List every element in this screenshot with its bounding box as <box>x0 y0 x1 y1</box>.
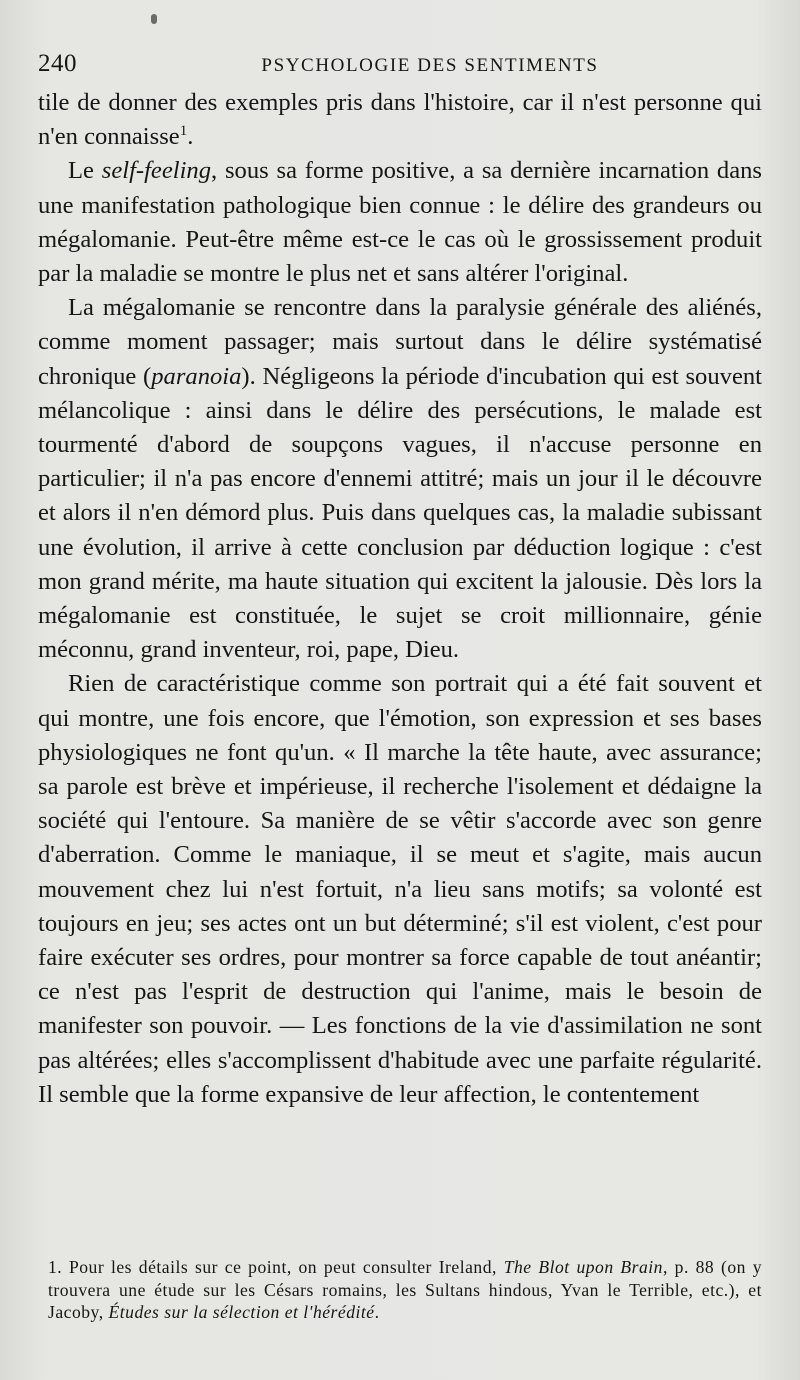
running-head: PSYCHOLOGIE DES SENTIMENTS <box>261 55 599 76</box>
footnote-text-b: , p. 88 (on y trouvera une étude sur les Césars romains, les Sultans hindous, Yvan le Terrible, etc.), et Jacoby, <box>48 1257 763 1322</box>
ink-speck <box>151 14 157 24</box>
footnote-area <box>48 1256 762 1324</box>
italic-term-paranoia: paranoia <box>151 362 242 390</box>
footnote-1 <box>48 1256 762 1324</box>
footnote-title-blot-upon-brain: The Blot upon Brain <box>503 1257 663 1277</box>
paragraph-2-text: , sous sa forme positive, a sa dernière incarnation dans une manifestation pathologique bien connue : le délire des grandeurs ou mégalomanie. Peut-être même est-ce le cas où le grossissement produit par la maladie se montre le plus net et sans altérer l'original. <box>38 157 762 288</box>
paragraph-3-lead: La mégalomanie se rencontre dans la paralysie générale des aliénés, comme moment passager; mais surtout dans le délire systématisé chronique ( <box>38 294 762 390</box>
footnote-text-a: Pour les détails sur ce point, on peut consulter Ireland, <box>62 1257 504 1277</box>
paragraph-2 <box>38 154 762 291</box>
paragraph-4-text: Rien de caractéristique comme son portrait qui a été fait souvent et qui montre, une fois encore, que l'émotion, son expression et ses bases physiologiques ne font qu'un. « Il marche la tête haute, avec assurance; sa parole est brève et impérieuse, il recherche l'isolement et dédaigne la société qui l'entoure. Sa manière de se vêtir s'accorde avec son genre d'aberration. Comme le maniaque, il se meut et s'agite, mais aucun mouvement chez lui n'est fortuit, n'a lieu sans motifs; sa volonté est toujours en jeu; ses actes ont un but déterminé; s'il est violent, c'est pour faire exécuter ses ordres, pour montrer sa force capable de tout anéantir; ce n'est pas l'esprit de destruction qui l'anime, mais le besoin de manifester son pouvoir. — Les fonctions de la vie d'assimilation ne sont pas altérées; elles s'accomplissent d'habitude avec une parfaite régularité. Il semble que la forme expansive de leur affection, le contentement <box>38 670 762 1108</box>
main-text <box>38 86 762 1112</box>
footnote-reference: 1 <box>179 123 188 140</box>
footnote-title-etudes: Études sur la sélection et l'hérédité <box>108 1302 375 1322</box>
paragraph-1 <box>38 86 762 154</box>
paragraph-3-text: ). Négligeons la période d'incubation qui est souvent mélancolique : ainsi dans le délire des persécutions, le malade est tourmenté d'abord de soupçons vagues, il n'accuse personne en particulier; il n'a pas encore d'ennemi attitré; mais un jour il le découvre et alors il n'en démord plus. Puis dans quelques cas, la maladie subissant une évolution, il arrive à cette conclusion par déduction logique : c'est mon grand mérite, ma haute situation qui excitent la jalousie. Dès lors la mégalomanie est constituée, le sujet se croit millionnaire, génie méconnu, grand inventeur, roi, pape, Dieu. <box>38 362 762 664</box>
footnote-text-c: . <box>374 1302 380 1322</box>
paragraph-3 <box>38 291 762 667</box>
paragraph-4 <box>38 667 762 1112</box>
page-number: 240 <box>38 50 77 77</box>
footnote-number: 1. <box>48 1257 63 1277</box>
paragraph-2-lead: Le <box>68 157 102 185</box>
paragraph-1-end: . <box>187 123 194 151</box>
page-header <box>38 48 762 84</box>
paragraph-1-text: tile de donner des exemples pris dans l'histoire, car il n'est personne qui n'en connaisse <box>38 89 762 151</box>
italic-term-self-feeling: self-feeling <box>101 157 212 185</box>
